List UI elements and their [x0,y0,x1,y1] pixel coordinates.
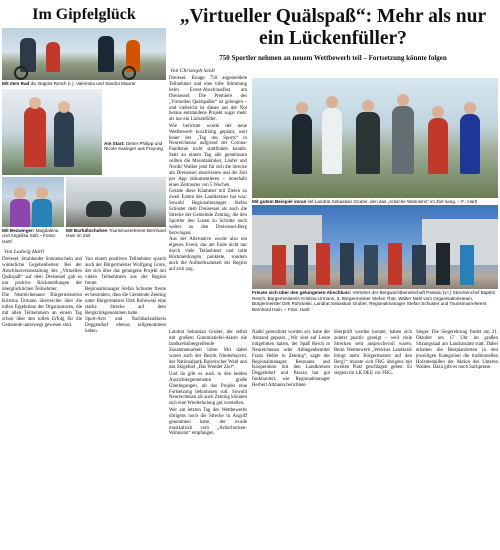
caption-couple: Mit Bezwinger: Magdalena und Angelika Süß.– Fotos: Hartl [2,227,59,244]
article-subhead: 750 Sportler nehmen an neuem Wettbewerb teil – Fortsetzung könnte folgen [219,54,447,62]
left-column-title: Im Gipfelglück [32,6,136,23]
caption-landrat-run: Mit gutem Beispiel voran lief Landrat Sebastian Gruber, den das „Artische Wahnsinn“ im Ziel sang. – F.: Hartl [252,199,478,204]
caption-bike: Mit dem Rad da: Baptist Resch (r.), Valentina und Sandra Maurer [2,81,136,86]
caption-start: Am Start: Dieter Philipp und Nicole Saxinger aus Freyung [104,140,163,152]
photo-couple [2,177,64,227]
photo-credit: – Fotos: Hartl [2,233,56,244]
photo-barefoot-shoes [66,177,166,227]
article-col-4: überprüft werden konnte, haben sich zuletzt positiv gezeigt – weil viele Strecken sehr anspruchsvoll waren. Beim Wettbewerb „Welcher Landkreis bringt mehr Bürgermeister auf den Berg?“ musste sich FRG übrigens mit zweiten Platz geschlagen geben. Es siegten im LK DEG vor FRG. [334,330,412,377]
photo-start [2,89,102,175]
photo-group [252,205,498,289]
photo-bike-riders [2,28,166,80]
article-col-3: Nadel gezeichnet worden sei, habe der Abstand gepasst. „Wir sind auf Leute mitgebitten haben, der Spaß Resch in Neureichenau oder Althegenbereiter Franz Heller in Zenting“, sagte der Regionalmanager. Resonanz und Kooperation mit den Landkreisen Deggendorf und Passau hat gut funktioniert, wie Regionalmanager Herbert Altmann berichtete. [252,330,330,389]
article-col-1: Dreiesel. Knapp 750 angemeldete Teilnehmer und eine tolle Stimmung beim Event-Abschlussfest am Dreisessel: Die Premiere des „Virtuellen Quälspaßes“ ist gelungen – und vielleicht ist dieses aus der Not heraus entstandene Projekt sogar mehr als nur ein Lückenfüller. Wie berichtet wurde der neue Wettbewerb kurzfristig geplant, weil heuer der „Tag des Sports“ in Neureichenau aufgrund der Corona-Pandemie nicht stattfinden konnte. Statt an einem Tag alle gemeinsam sollten die Mountainbiker, Läufer und Nordic Walker jetzt für sich die Strecke am Dreisessel absolvieren und die Zeit per App dokumentieren – innerhalb eines Zeitraums von 5 Wochen. Gerade diese Klammer mit Zielen zu zweit Enden des Landkreises hat was: Sowohl Regionalmanager Stefan Schuster dem Dreisessel als auch die Strecke der Gemeinde Zenting, die den Sportler den Lusen zu Schritte noch weiter zu den Dreisessel-Berg bezwingen. Aus der Alternative wurde also ein eigenes Event, das am Ende nicht nur durch viele Teilnehmer und tolle Rückmeldungen punktete, sondern auch die Aufmerksamkeit der Region auf sich zog. [169,76,247,272]
photo-landrat-run [252,78,498,198]
article-headline: „Virtueller Quälspaß“: Mehr als nur ein Lückenfüller? [179,6,487,49]
left-body-col-1: Dreiesel. Strahlender Sonnenschein und winterliche Gegebenheiten: Bei der Abschlussveranstaltung des „Virtuellen Quälspaß“ auf dem Dreisessel gab es nur positive Rückmeldungen der überglücklichen Teilnehmer. Die Neureichenauer Bürgermeisterin Kristina Urmann überreichte über die tollen Ergebnisse der Organisatoren, die mit allen Teilnehmern an einem Tag schon über den tollen Erfolg für die Gemeinde unterwegs gewesen sind. [2,257,82,328]
left-byline: Von Ludwig Hartl [4,249,45,256]
left-body-col-2: Von einem positiven Teilnehmer sprach auch der Bürgermeister Wolfgang Grote, der sich über das gelungene Projekt mit vielen Teilnehmern aus der Region freute. Regionalmanager Stefan Schuster freute es besonders, dass die Gemeinde Zenting unter Bürgermeister Dirk Rohowski eine starke Strecke auf dem Bergkritikgenommen hatte. Sport-Arzt und Nachbarlandkreis Deggendorf ebenso teilgenommen haben. [85,257,166,335]
left-column [2,2,166,548]
article-col-2: Landrat Sebastian Gruber, der selbst mit großem Gummistiefel-Alarm die landkreisübergreifende Zusammenarbeit lobte: Mit dabei waren auch der Bezirk Niederbayern, der Nationalpark Bayerischer Wald und das Skigebiet „Das Wonder Ziel“. Und da gibt es auch in den beiden Ausrichtergemeinden große Überlegungen, ob das Projekt eine Fortsetzung bekommen soll. Sowohl Neureichenau als auch Zenting könnten sich eine Wiederholung gut vorstellen. Wer am letzten Tag des Wettbewerbs übrigens noch die Strecke in Angriff genommen hatte, der wurde musikalisch vom „Artischocken-Wahnsinn“ empfangen. [169,330,247,437]
article-byline: Von Christoph Seidl [170,68,215,74]
article-col-5: Sieger. Die Siegerehrung findet am 21. Oktober um 17 Uhr im großen Sitzungssaal am Landratsamt statt. Dabei erhalten die Bestplatzierten in den jeweiligen Kategorien die traditionellen Holzmedaillen der Aktion des Unteren Waldes. Dazu gibt es noch Sachpreise. [416,330,498,371]
caption-barefoot: Mit Barfußschuhen Tourismusreferent Bernhard Hain im Ziel. [66,227,166,239]
caption-group: Freuen sich über den gelungenen Abschluss: Vertreter der Bergwachtbereitschaft Passau (v.l.) Streckenchef Baptist Resch, Bürgermeisterin Kristina Urmann, 3. Bürgermeister Stefan Thür, Walter Nebl vom Organisationsteam, Bürgermeister Dirk Rohowski, Landrat Sebastian Gruber, Regionalmanager Stefan Schuster und Tourismusreferent Bernhard Hain. – Foto: Hartl [252,290,495,312]
